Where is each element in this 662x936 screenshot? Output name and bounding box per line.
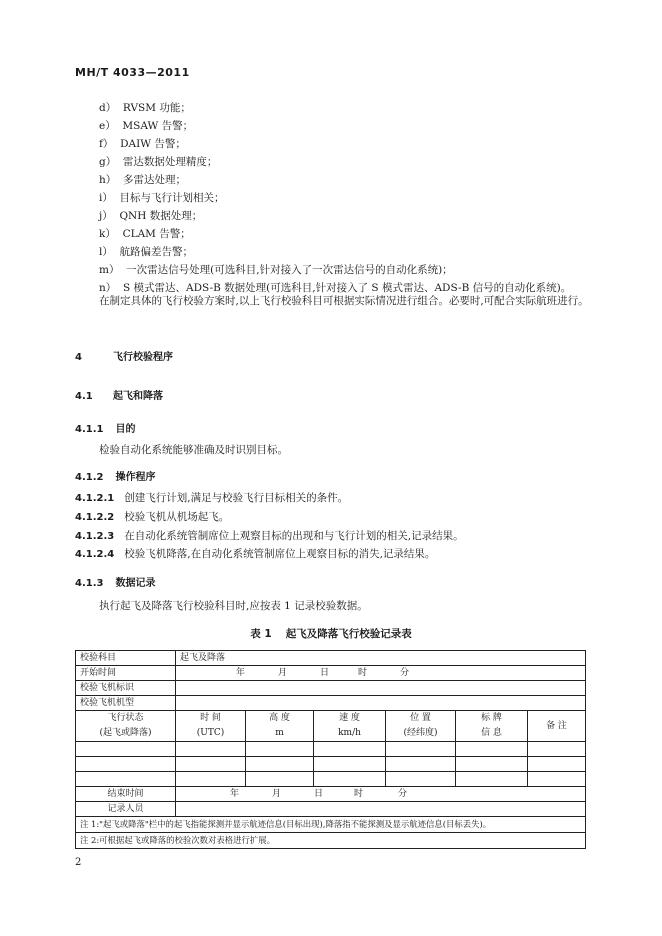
end-time-label: 结束时间 [76, 787, 176, 802]
list-item: m） 一次雷达信号处理(可选科目,针对接入了一次雷达信号的自动化系统)； [99, 264, 453, 276]
aircraft-id-label: 校验飞机标识 [76, 681, 176, 696]
table-note-2: 注 2:可根据起飞或降落的校验次数对表格进行扩展。 [76, 833, 586, 849]
table-row [76, 651, 586, 666]
aircraft-id-value [176, 681, 586, 696]
list-item: d） RVSM 功能； [99, 102, 191, 114]
aircraft-type-value [176, 696, 586, 711]
document-code: MH/T 4033—2011 [75, 66, 190, 79]
clause-4-1-2-1: 4.1.2.1 创建飞行计划,满足与校验飞行目标相关的条件。 [75, 492, 349, 504]
aircraft-type-label: 校验飞机机型 [76, 696, 176, 711]
table-row [76, 802, 586, 817]
start-time-value: 年 月 日 时 分 [176, 666, 586, 681]
list-item: j） QNH 数据处理； [99, 210, 203, 222]
table-note-row [76, 833, 586, 849]
col-header-altitude: 高 度 m [246, 711, 314, 742]
section-heading-4: 4 飞行校验程序 [75, 352, 173, 363]
clause-4-1-2-4: 4.1.2.4 校验飞机降落,在自动化系统管制席位上观察目标的消失,记录结果。 [75, 548, 436, 560]
list-item: e） MSAW 告警； [99, 120, 194, 132]
table-row [76, 742, 586, 757]
clause-4-1-2-2: 4.1.2.2 校验飞机从机场起飞。 [75, 511, 230, 523]
list-item: h） 多雷达处理； [99, 174, 186, 186]
table-caption: 表 1 起飞及降落飞行校验记录表 [250, 628, 412, 640]
table-row [76, 772, 586, 787]
start-time-label: 开始时间 [76, 666, 176, 681]
table-row [76, 666, 586, 681]
table-header-row [76, 711, 586, 742]
subject-label: 校验科目 [76, 651, 176, 666]
recorder-label: 记录人员 [76, 802, 176, 817]
section-heading-4-1-3: 4.1.3 数据记录 [75, 578, 156, 589]
section-heading-4-1-1: 4.1.1 目的 [75, 424, 136, 435]
col-header-label-info: 标 牌 信 息 [456, 711, 528, 742]
list-item: l） 航路偏差告警； [99, 246, 194, 258]
list-item: g） 雷达数据处理精度； [99, 156, 218, 168]
section-heading-4-1: 4.1 起飞和降落 [75, 391, 163, 402]
table-note-row [76, 817, 586, 833]
clause-4-1-2-3: 4.1.2.3 在自动化系统管制席位上观察目标的出现和与飞行计划的相关,记录结果。 [75, 530, 464, 542]
col-header-flight-status: 飞行状态 (起飞或降落) [76, 711, 176, 742]
list-item: k） CLAM 告警； [99, 228, 191, 240]
table-note-1: 注 1:"起飞或降落"栏中的起飞指能探测并显示航迹信息(目标出现),降落指不能探测及显示航迹信息(目标丢失)。 [76, 817, 586, 833]
col-header-position: 位 置 (经纬度) [386, 711, 456, 742]
end-time-value: 年 月 日 时 分 [176, 787, 586, 802]
list-item: n） S 模式雷达、ADS-B 数据处理(可选科目,针对接入了 S 模式雷达、ADS-B 信号的自动化系统)。 [99, 282, 572, 294]
table-row [76, 787, 586, 802]
subject-value: 起飞及降落 [176, 651, 586, 666]
page-number: 2 [75, 857, 82, 868]
list-item: i） 目标与飞行计划相关； [99, 192, 225, 204]
section-4-1-1-text: 检验自动化系统能够准确及时识别目标。 [99, 444, 288, 456]
list-item: f） DAIW 告警； [99, 138, 186, 150]
table-row [76, 681, 586, 696]
intro-paragraph: 在制定具体的飞行校验方案时,以上飞行校验科目可根据实际情况进行组合。必要时,可配合实际航班进行。 [99, 295, 589, 307]
section-heading-4-1-2: 4.1.2 操作程序 [75, 472, 156, 483]
col-header-speed: 速 度 km/h [314, 711, 386, 742]
flight-check-record-table [75, 650, 586, 849]
section-4-1-3-text: 执行起飞及降落飞行校验科目时,应按表 1 记录校验数据。 [99, 600, 368, 612]
col-header-remarks: 备 注 [528, 711, 586, 742]
table-row [76, 757, 586, 772]
col-header-time: 时 间 (UTC) [176, 711, 246, 742]
table-row [76, 696, 586, 711]
recorder-value [176, 802, 586, 817]
